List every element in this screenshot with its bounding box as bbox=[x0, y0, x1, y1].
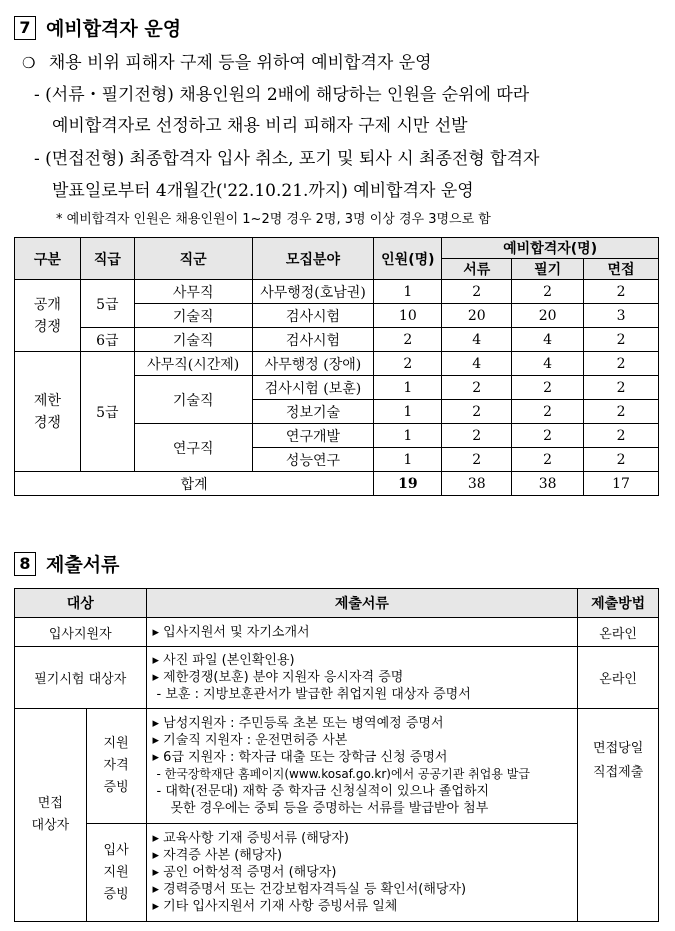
section-number: 7 bbox=[14, 16, 36, 40]
section-7-title bbox=[14, 14, 181, 41]
cell-count: 1 bbox=[374, 448, 442, 472]
table-row bbox=[15, 647, 659, 709]
cell-count: 1 bbox=[374, 376, 442, 400]
cell-interview: 2 bbox=[584, 328, 659, 352]
section-title-text: 예비합격자 운영 bbox=[46, 18, 182, 40]
cell-written: 2 bbox=[512, 376, 584, 400]
group-open: 공개 경쟁 bbox=[15, 280, 81, 352]
item1-line1: - (서류・필기전형) 채용인원의 2배에 해당하는 인원을 순위에 따라 bbox=[34, 85, 530, 105]
cell-written: 2 bbox=[512, 280, 584, 304]
cell-job: 기술직 bbox=[134, 328, 252, 352]
cell-docs bbox=[146, 618, 578, 647]
cell-interview: 2 bbox=[584, 448, 659, 472]
list-item: ▸ 제한경쟁(보훈) 분야 지원자 응시자격 증명 bbox=[153, 669, 572, 686]
cell-written: 2 bbox=[512, 400, 584, 424]
cell-job: 사무직(시간제) bbox=[134, 352, 252, 376]
cell-field: 검사시험 bbox=[252, 328, 374, 352]
cell-count: 1 bbox=[374, 280, 442, 304]
cell-method: 온라인 bbox=[578, 647, 659, 709]
total-written: 38 bbox=[512, 472, 584, 496]
header-docs: 제출서류 bbox=[146, 589, 578, 618]
list-item: ▸ 남성지원자 : 주민등록 초본 또는 병역예정 증명서 bbox=[153, 715, 572, 732]
cell-doc: 2 bbox=[442, 424, 512, 448]
list-item: ▸ 공인 어학성적 증명서 (해당자) bbox=[153, 864, 572, 881]
group-limited: 제한 경쟁 bbox=[15, 352, 81, 472]
list-sub-item: - 대학(전문대) 재학 중 학자금 신청실적이 있으나 졸업하지 bbox=[156, 784, 490, 799]
total-doc: 38 bbox=[442, 472, 512, 496]
cell-docs bbox=[146, 647, 578, 709]
table-row bbox=[15, 352, 659, 376]
cell-target: 입사지원자 bbox=[15, 618, 147, 647]
bullet-line bbox=[22, 48, 432, 73]
header-method: 제출방법 bbox=[578, 589, 659, 618]
cell-sublabel: 지원 자격 증빙 bbox=[86, 709, 146, 824]
table-row bbox=[15, 709, 659, 824]
header-type: 구분 bbox=[15, 238, 81, 280]
header-interview: 면접 bbox=[584, 259, 659, 280]
total-interview: 17 bbox=[584, 472, 659, 496]
cell-job: 기술직 bbox=[134, 304, 252, 328]
cell-written: 20 bbox=[512, 304, 584, 328]
cell-doc: 20 bbox=[442, 304, 512, 328]
bullet-text: 채용 비위 피해자 구제 등을 위하여 예비합격자 운영 bbox=[48, 53, 432, 73]
cell-grade: 5급 bbox=[80, 352, 134, 472]
cell-count: 1 bbox=[374, 400, 442, 424]
list-item: ▸ 입사지원서 및 자기소개서 bbox=[153, 624, 572, 641]
cell-method: 온라인 bbox=[578, 618, 659, 647]
cell-sublabel: 입사 지원 증빙 bbox=[86, 824, 146, 922]
list-sub-item: 못한 경우에는 중퇴 등을 증명하는 서류를 발급받아 첨부 bbox=[170, 801, 489, 816]
header-count: 인원(명) bbox=[374, 238, 442, 280]
cell-target: 필기시험 대상자 bbox=[15, 647, 147, 709]
cell-doc: 2 bbox=[442, 400, 512, 424]
list-item: ▸ 6급 지원자 : 학자금 대출 또는 장학금 신청 증명서 bbox=[153, 749, 572, 766]
list-item: ▸ 교육사항 기재 증빙서류 (해당자) bbox=[153, 830, 572, 847]
total-row bbox=[15, 472, 659, 496]
cell-count: 10 bbox=[374, 304, 442, 328]
section-8-title bbox=[14, 550, 119, 577]
cell-interview: 2 bbox=[584, 376, 659, 400]
cell-target: 면접 대상자 bbox=[15, 709, 87, 922]
cell-field: 검사시험 (보훈) bbox=[252, 376, 374, 400]
item1-line2: 예비합격자로 선정하고 채용 비리 피해자 구제 시만 선발 bbox=[52, 116, 468, 136]
cell-grade: 5급 bbox=[80, 280, 134, 328]
cell-interview: 2 bbox=[584, 400, 659, 424]
reserve-table bbox=[14, 237, 659, 496]
list-item: ▸ 기술직 지원자 : 운전면허증 사본 bbox=[153, 732, 572, 749]
table-row bbox=[15, 824, 659, 922]
cell-field: 검사시험 bbox=[252, 304, 374, 328]
cell-field: 성능연구 bbox=[252, 448, 374, 472]
total-count: 19 bbox=[374, 472, 442, 496]
header-reserve: 예비합격자(명) bbox=[442, 238, 659, 259]
cell-count: 2 bbox=[374, 328, 442, 352]
cell-doc: 4 bbox=[442, 352, 512, 376]
cell-written: 4 bbox=[512, 328, 584, 352]
cell-interview: 2 bbox=[584, 424, 659, 448]
cell-docs bbox=[146, 709, 578, 824]
cell-count: 1 bbox=[374, 424, 442, 448]
list-item: ▸ 경력증명서 또는 건강보험자격득실 등 확인서(해당자) bbox=[153, 881, 572, 898]
cell-doc: 2 bbox=[442, 376, 512, 400]
header-field: 모집분야 bbox=[252, 238, 374, 280]
cell-doc: 2 bbox=[442, 448, 512, 472]
list-sub-item: - 보훈 : 지방보훈관서가 발급한 취업지원 대상자 증명서 bbox=[156, 687, 471, 702]
documents-table bbox=[14, 588, 659, 922]
list-sub-item: - 한국장학재단 홈페이지(www.kosaf.go.kr)에서 공공기관 취업용 발급 bbox=[156, 767, 530, 781]
header-job: 직군 bbox=[134, 238, 252, 280]
table-row bbox=[15, 280, 659, 304]
cell-doc: 4 bbox=[442, 328, 512, 352]
cell-docs bbox=[146, 824, 578, 922]
cell-job: 사무직 bbox=[134, 280, 252, 304]
total-label: 합계 bbox=[15, 472, 374, 496]
header-written: 필기 bbox=[512, 259, 584, 280]
section-title-text: 제출서류 bbox=[46, 554, 120, 576]
circle-bullet-icon: ❍ bbox=[22, 54, 36, 72]
section-number: 8 bbox=[14, 552, 36, 576]
cell-field: 사무행정 (장애) bbox=[252, 352, 374, 376]
cell-interview: 2 bbox=[584, 280, 659, 304]
header-doc: 서류 bbox=[442, 259, 512, 280]
cell-job: 기술직 bbox=[134, 376, 252, 424]
header-target: 대상 bbox=[15, 589, 147, 618]
list-item: ▸ 사진 파일 (본인확인용) bbox=[153, 652, 572, 669]
cell-doc: 2 bbox=[442, 280, 512, 304]
list-item: ▸ 기타 입사지원서 기재 사항 증빙서류 일체 bbox=[153, 898, 572, 915]
cell-interview: 3 bbox=[584, 304, 659, 328]
table-row bbox=[15, 618, 659, 647]
cell-interview: 2 bbox=[584, 352, 659, 376]
cell-written: 2 bbox=[512, 424, 584, 448]
cell-written: 4 bbox=[512, 352, 584, 376]
item2-line2: 발표일로부터 4개월간('22.10.21.까지) 예비합격자 운영 bbox=[52, 181, 474, 201]
note-text: * 예비합격자 인원은 채용인원이 1~2명 경우 2명, 3명 이상 경우 3명으로 함 bbox=[56, 212, 491, 227]
cell-method: 면접당일 직접제출 bbox=[578, 709, 659, 922]
table-row bbox=[15, 328, 659, 352]
cell-grade: 6급 bbox=[80, 328, 134, 352]
cell-count: 2 bbox=[374, 352, 442, 376]
list-item: ▸ 자격증 사본 (해당자) bbox=[153, 847, 572, 864]
cell-written: 2 bbox=[512, 448, 584, 472]
cell-field: 연구개발 bbox=[252, 424, 374, 448]
cell-job: 연구직 bbox=[134, 424, 252, 472]
header-grade: 직급 bbox=[80, 238, 134, 280]
cell-field: 정보기술 bbox=[252, 400, 374, 424]
cell-field: 사무행정(호남권) bbox=[252, 280, 374, 304]
item2-line1: - (면접전형) 최종합격자 입사 취소, 포기 및 퇴사 시 최종전형 합격자 bbox=[34, 149, 540, 169]
